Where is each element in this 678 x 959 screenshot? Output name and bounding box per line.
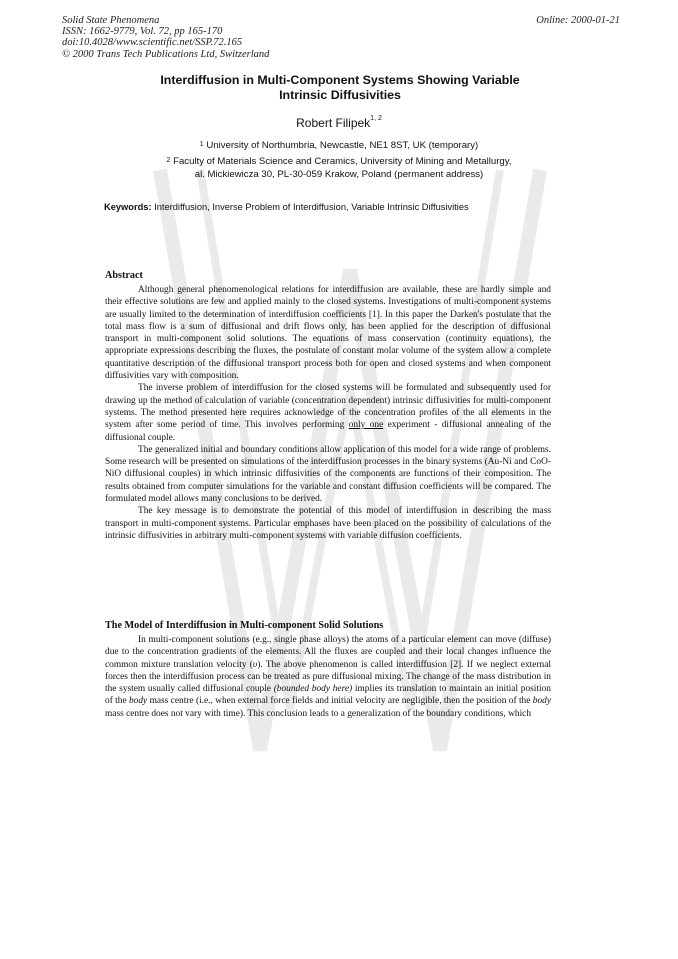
affiliation-2-cont <box>0 169 678 181</box>
abstract-heading: Abstract <box>105 270 143 281</box>
abstract-paragraph-4: The key message is to demonstrate the potential of this model of interdiffusion in describing the mass transport in multi-component systems. Particular emphases have been placed on the possibility of calculations of the intrinsic diffusivities in arbitrary multi-component systems with variable diffusion coefficients. <box>105 506 551 541</box>
copyright: © 2000 Trans Tech Publications Ltd, Switzerland <box>62 48 270 60</box>
affiliation-2-address: al. Mickiewicza 30, PL-30-059 Krakow, Poland (permanent address) <box>194 169 484 180</box>
abstract-paragraph-2 <box>105 382 551 443</box>
model-text-4: mass centre (i.e., when external force fields and initial velocity are negligible, then the position of the <box>149 696 531 707</box>
author-affiliation-marks: 1, 2 <box>370 115 382 122</box>
online-date: Online: 2000-01-21 <box>536 15 620 26</box>
abstract-paragraph-1: Although general phenomenological relations for interdiffusion are available, these are hardly simple and their effective solutions are few and applied mainly to the closed systems. Investigations of multi-component systems are usually limited to the determination of interdiffusion coefficients [1]. In this paper the Darken's postulate that the total mass flow is a sum of diffusional and drift flows only, has been applied for the description of diffusional transport in multi-component solid solutions. The equations of mass conservation (continuity equations), the appropriate expressions describing the fluxes, the postulate of constant molar volume of the system allow a complete quantitative description of the diffusional transport process both for open and closed systems and when component diffusivities vary with composition. <box>105 285 551 382</box>
keywords <box>104 202 584 212</box>
bounded-body-phrase: (bounded body here) <box>273 684 353 695</box>
affiliation-2-text: Faculty of Materials Science and Ceramics, University of Mining and Metallurgy, <box>173 156 512 167</box>
title-line-2: Intrinsic Diffusivities <box>279 88 401 102</box>
model-paragraph-1 <box>105 634 551 720</box>
affiliation-1-text: University of Northumbria, Newcastle, NE1 8ST, UK (temporary) <box>206 140 479 151</box>
affiliation-1 <box>0 140 678 152</box>
keywords-label: Keywords: <box>104 202 152 212</box>
model-section-heading: The Model of Interdiffusion in Multi-component Solid Solutions <box>105 620 384 631</box>
journal-meta <box>62 15 269 60</box>
author-name: Robert Filipek <box>296 116 371 130</box>
journal-name: Solid State Phenomena <box>62 15 160 26</box>
model-text-3: implies its translation to maintain an initial position of the <box>105 684 551 707</box>
paper-title <box>80 73 600 103</box>
affiliation-1-mark: 1 <box>199 141 204 148</box>
abstract-body <box>105 284 551 542</box>
velocity-symbol: υ <box>252 659 258 670</box>
model-text-2: ). The above phenomenon is called interdiffusion [2]. If we neglect external forces then the interdiffusion process can be treated as pure diffusional mixing. The change of the mass distribution in the system usually called diffusional couple <box>105 659 551 695</box>
body-emphasis-2: body <box>532 696 551 707</box>
author <box>0 116 678 130</box>
affiliation-2-mark: 2 <box>166 157 171 164</box>
model-section-body <box>105 634 551 720</box>
model-text-5: mass centre does not vary with time). This conclusion leads to a generalization of the boundary conditions, which <box>105 708 532 719</box>
abstract-paragraph-3: The generalized initial and boundary conditions allow application of this model for a wide range of problems. Some research will be presented on simulations of the interdiffusion processes in the binary systems (Au-Ni and CoO-NiO diffusional couples) in which intrinsic diffusivities of the components are functions of their composition. The results obtained from computer simulations for the variable and constant diffusion coefficients will be compared. The formulated model allows many conclusions to be derived. <box>105 444 551 505</box>
doi[interactable]: doi:10.4028/www.scientific.net/SSP.72.165 <box>62 37 243 49</box>
affiliation-2 <box>0 156 678 168</box>
emphasis-only-one: only one <box>348 420 384 431</box>
issn: ISSN: 1662-9779, Vol. 72, pp 165-170 <box>62 26 223 38</box>
abstract-p2-text: The inverse problem of interdiffusion for the closed systems will be formulated and subsequently used for drawing up the method of calculation of variable (concentration dependent) intrinsic diffusivities for multi-component systems. The method presented here requires acknowledge of the concentration profiles of the all elements in the system after some period of time. This involves performing <box>105 383 551 431</box>
abstract-p2-end: experiment - diffusional annealing of the diffusional couple. <box>105 420 551 443</box>
model-text-1: In multi-component solutions (e.g., single phase alloys) the atoms of a particular element can move (diffuse) due to the concentration gradients of the elements. All the fluxes are coupled and their local changes influence the common mixture translation velocity ( <box>105 635 551 670</box>
title-line-1: Interdiffusion in Multi-Component Systems Showing Variable <box>160 73 520 87</box>
body-emphasis-1: body <box>128 696 148 707</box>
keywords-text: Interdiffusion, Inverse Problem of Interdiffusion, Variable Intrinsic Diffusivities <box>154 202 469 212</box>
